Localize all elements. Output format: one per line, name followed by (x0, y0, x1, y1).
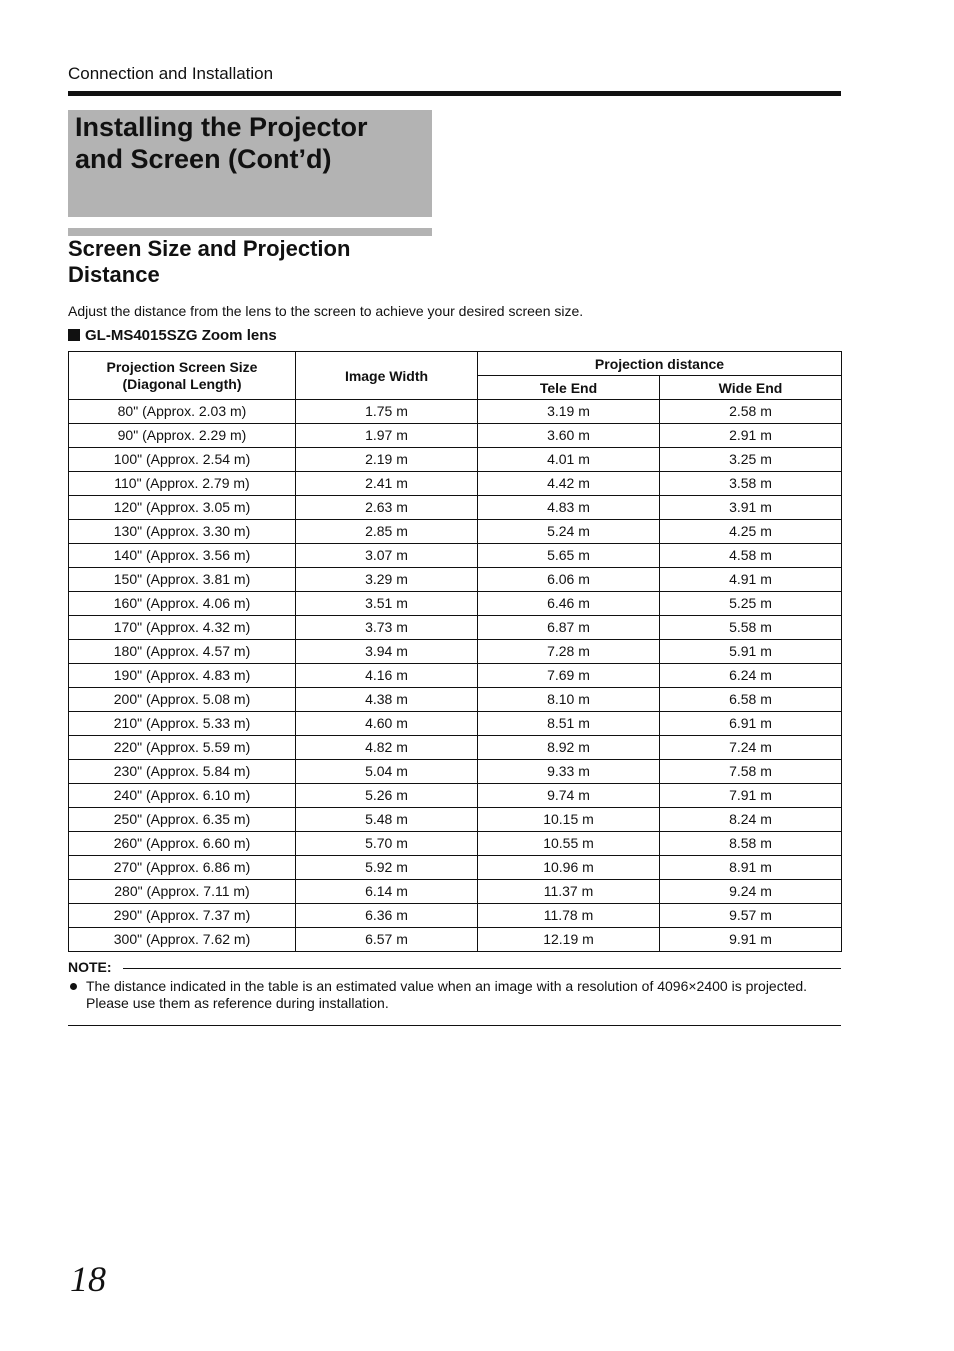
table-row (69, 832, 842, 856)
cell-wide-end: 9.91 m (660, 928, 842, 952)
cell-image-width: 1.75 m (296, 400, 478, 424)
cell-wide-end: 5.91 m (660, 640, 842, 664)
cell-tele-end: 6.46 m (478, 592, 660, 616)
cell-image-width: 3.29 m (296, 568, 478, 592)
table-row (69, 736, 842, 760)
cell-tele-end: 4.42 m (478, 472, 660, 496)
cell-wide-end: 8.58 m (660, 832, 842, 856)
cell-wide-end: 7.24 m (660, 736, 842, 760)
table-row (69, 688, 842, 712)
header-screen-size-line1: Projection Screen Size (106, 358, 258, 375)
cell-screen-size: 300" (Approx. 7.62 m) (69, 928, 296, 952)
header-image-width: Image Width (296, 352, 478, 400)
header-tele-end: Tele End (478, 376, 660, 400)
cell-wide-end: 8.91 m (660, 856, 842, 880)
note-rule (123, 968, 841, 969)
subtitle-bar (68, 228, 432, 236)
table-row (69, 448, 842, 472)
cell-tele-end: 11.37 m (478, 880, 660, 904)
cell-screen-size: 250" (Approx. 6.35 m) (69, 808, 296, 832)
cell-screen-size: 290" (Approx. 7.37 m) (69, 904, 296, 928)
cell-wide-end: 6.58 m (660, 688, 842, 712)
page-title-line1: Installing the Projector (75, 112, 368, 142)
cell-tele-end: 5.65 m (478, 544, 660, 568)
cell-image-width: 5.04 m (296, 760, 478, 784)
cell-screen-size: 240" (Approx. 6.10 m) (69, 784, 296, 808)
table-row (69, 760, 842, 784)
table-row (69, 520, 842, 544)
table-row (69, 904, 842, 928)
cell-wide-end: 7.58 m (660, 760, 842, 784)
cell-screen-size: 110" (Approx. 2.79 m) (69, 472, 296, 496)
cell-tele-end: 8.10 m (478, 688, 660, 712)
cell-screen-size: 130" (Approx. 3.30 m) (69, 520, 296, 544)
cell-tele-end: 10.96 m (478, 856, 660, 880)
cell-tele-end: 6.06 m (478, 568, 660, 592)
header-screen-size-line2: (Diagonal Length) (122, 375, 242, 392)
header-screen-size (69, 352, 296, 400)
cell-screen-size: 170" (Approx. 4.32 m) (69, 616, 296, 640)
cell-image-width: 2.41 m (296, 472, 478, 496)
table-row (69, 856, 842, 880)
cell-image-width: 5.92 m (296, 856, 478, 880)
cell-image-width: 5.26 m (296, 784, 478, 808)
table-row (69, 496, 842, 520)
table-row (69, 400, 842, 424)
page-title (68, 110, 432, 175)
cell-screen-size: 90" (Approx. 2.29 m) (69, 424, 296, 448)
table-row (69, 784, 842, 808)
cell-screen-size: 150" (Approx. 3.81 m) (69, 568, 296, 592)
cell-tele-end: 3.19 m (478, 400, 660, 424)
cell-wide-end: 6.91 m (660, 712, 842, 736)
cell-screen-size: 260" (Approx. 6.60 m) (69, 832, 296, 856)
section-subtitle-line1: Screen Size and Projection (68, 236, 351, 261)
cell-image-width: 3.51 m (296, 592, 478, 616)
projection-distance-table (68, 351, 842, 952)
cell-wide-end: 2.58 m (660, 400, 842, 424)
cell-wide-end: 4.25 m (660, 520, 842, 544)
cell-screen-size: 100" (Approx. 2.54 m) (69, 448, 296, 472)
cell-image-width: 1.97 m (296, 424, 478, 448)
cell-tele-end: 4.01 m (478, 448, 660, 472)
cell-tele-end: 8.92 m (478, 736, 660, 760)
table-row (69, 928, 842, 952)
square-bullet-icon (68, 329, 80, 341)
cell-wide-end: 8.24 m (660, 808, 842, 832)
lens-heading-text: GL-MS4015SZG Zoom lens (85, 327, 277, 344)
table-row (69, 424, 842, 448)
cell-wide-end: 6.24 m (660, 664, 842, 688)
page-number: 18 (70, 1259, 106, 1299)
cell-screen-size: 190" (Approx. 4.83 m) (69, 664, 296, 688)
section-subtitle-line2: Distance (68, 262, 160, 287)
cell-screen-size: 230" (Approx. 5.84 m) (69, 760, 296, 784)
note-label: NOTE: (68, 959, 112, 975)
cell-wide-end: 3.25 m (660, 448, 842, 472)
note-line2: Please use them as reference during installation. (86, 995, 389, 1011)
cell-tele-end: 6.87 m (478, 616, 660, 640)
cell-wide-end: 5.25 m (660, 592, 842, 616)
cell-tele-end: 7.28 m (478, 640, 660, 664)
cell-image-width: 6.14 m (296, 880, 478, 904)
cell-image-width: 4.38 m (296, 688, 478, 712)
cell-image-width: 4.60 m (296, 712, 478, 736)
cell-image-width: 4.16 m (296, 664, 478, 688)
cell-screen-size: 280" (Approx. 7.11 m) (69, 880, 296, 904)
header-wide-end: Wide End (660, 376, 842, 400)
cell-wide-end: 4.58 m (660, 544, 842, 568)
cell-tele-end: 3.60 m (478, 424, 660, 448)
table-body (69, 400, 842, 952)
cell-screen-size: 160" (Approx. 4.06 m) (69, 592, 296, 616)
page-title-line2: and Screen (Cont’d) (75, 144, 332, 174)
cell-image-width: 6.57 m (296, 928, 478, 952)
header-projection-distance: Projection distance (478, 352, 842, 376)
note-bottom-rule (68, 1025, 841, 1026)
cell-wide-end: 4.91 m (660, 568, 842, 592)
cell-image-width: 3.73 m (296, 616, 478, 640)
table-row (69, 568, 842, 592)
table-row (69, 544, 842, 568)
table-row (69, 808, 842, 832)
cell-image-width: 4.82 m (296, 736, 478, 760)
header-rule (68, 91, 841, 96)
cell-screen-size: 80" (Approx. 2.03 m) (69, 400, 296, 424)
cell-tele-end: 10.55 m (478, 832, 660, 856)
section-header: Connection and Installation (68, 64, 274, 83)
cell-tele-end: 11.78 m (478, 904, 660, 928)
bullet-icon (70, 983, 77, 990)
note-text (86, 978, 846, 1012)
note-line1: The distance indicated in the table is an estimated value when an image with a resolution of 4096×2400 is projected. (86, 978, 808, 994)
cell-tele-end: 9.33 m (478, 760, 660, 784)
table-row (69, 640, 842, 664)
cell-tele-end: 10.15 m (478, 808, 660, 832)
title-box (68, 110, 432, 217)
cell-wide-end: 2.91 m (660, 424, 842, 448)
intro-text: Adjust the distance from the lens to the screen to achieve your desired screen size. (68, 303, 584, 319)
table-row (69, 472, 842, 496)
cell-tele-end: 8.51 m (478, 712, 660, 736)
cell-wide-end: 5.58 m (660, 616, 842, 640)
cell-screen-size: 220" (Approx. 5.59 m) (69, 736, 296, 760)
cell-screen-size: 270" (Approx. 6.86 m) (69, 856, 296, 880)
cell-wide-end: 3.91 m (660, 496, 842, 520)
cell-wide-end: 3.58 m (660, 472, 842, 496)
cell-screen-size: 180" (Approx. 4.57 m) (69, 640, 296, 664)
cell-screen-size: 210" (Approx. 5.33 m) (69, 712, 296, 736)
cell-image-width: 3.94 m (296, 640, 478, 664)
cell-image-width: 5.70 m (296, 832, 478, 856)
cell-tele-end: 12.19 m (478, 928, 660, 952)
cell-image-width: 3.07 m (296, 544, 478, 568)
table-row (69, 664, 842, 688)
table-row (69, 712, 842, 736)
lens-heading (68, 327, 277, 344)
cell-screen-size: 200" (Approx. 5.08 m) (69, 688, 296, 712)
cell-screen-size: 120" (Approx. 3.05 m) (69, 496, 296, 520)
cell-wide-end: 7.91 m (660, 784, 842, 808)
cell-wide-end: 9.24 m (660, 880, 842, 904)
section-subtitle (68, 236, 350, 288)
cell-tele-end: 5.24 m (478, 520, 660, 544)
cell-screen-size: 140" (Approx. 3.56 m) (69, 544, 296, 568)
cell-image-width: 2.19 m (296, 448, 478, 472)
cell-tele-end: 9.74 m (478, 784, 660, 808)
cell-image-width: 6.36 m (296, 904, 478, 928)
cell-tele-end: 4.83 m (478, 496, 660, 520)
cell-wide-end: 9.57 m (660, 904, 842, 928)
table-row (69, 592, 842, 616)
cell-tele-end: 7.69 m (478, 664, 660, 688)
table-row (69, 616, 842, 640)
table-row (69, 880, 842, 904)
cell-image-width: 2.63 m (296, 496, 478, 520)
cell-image-width: 5.48 m (296, 808, 478, 832)
cell-image-width: 2.85 m (296, 520, 478, 544)
